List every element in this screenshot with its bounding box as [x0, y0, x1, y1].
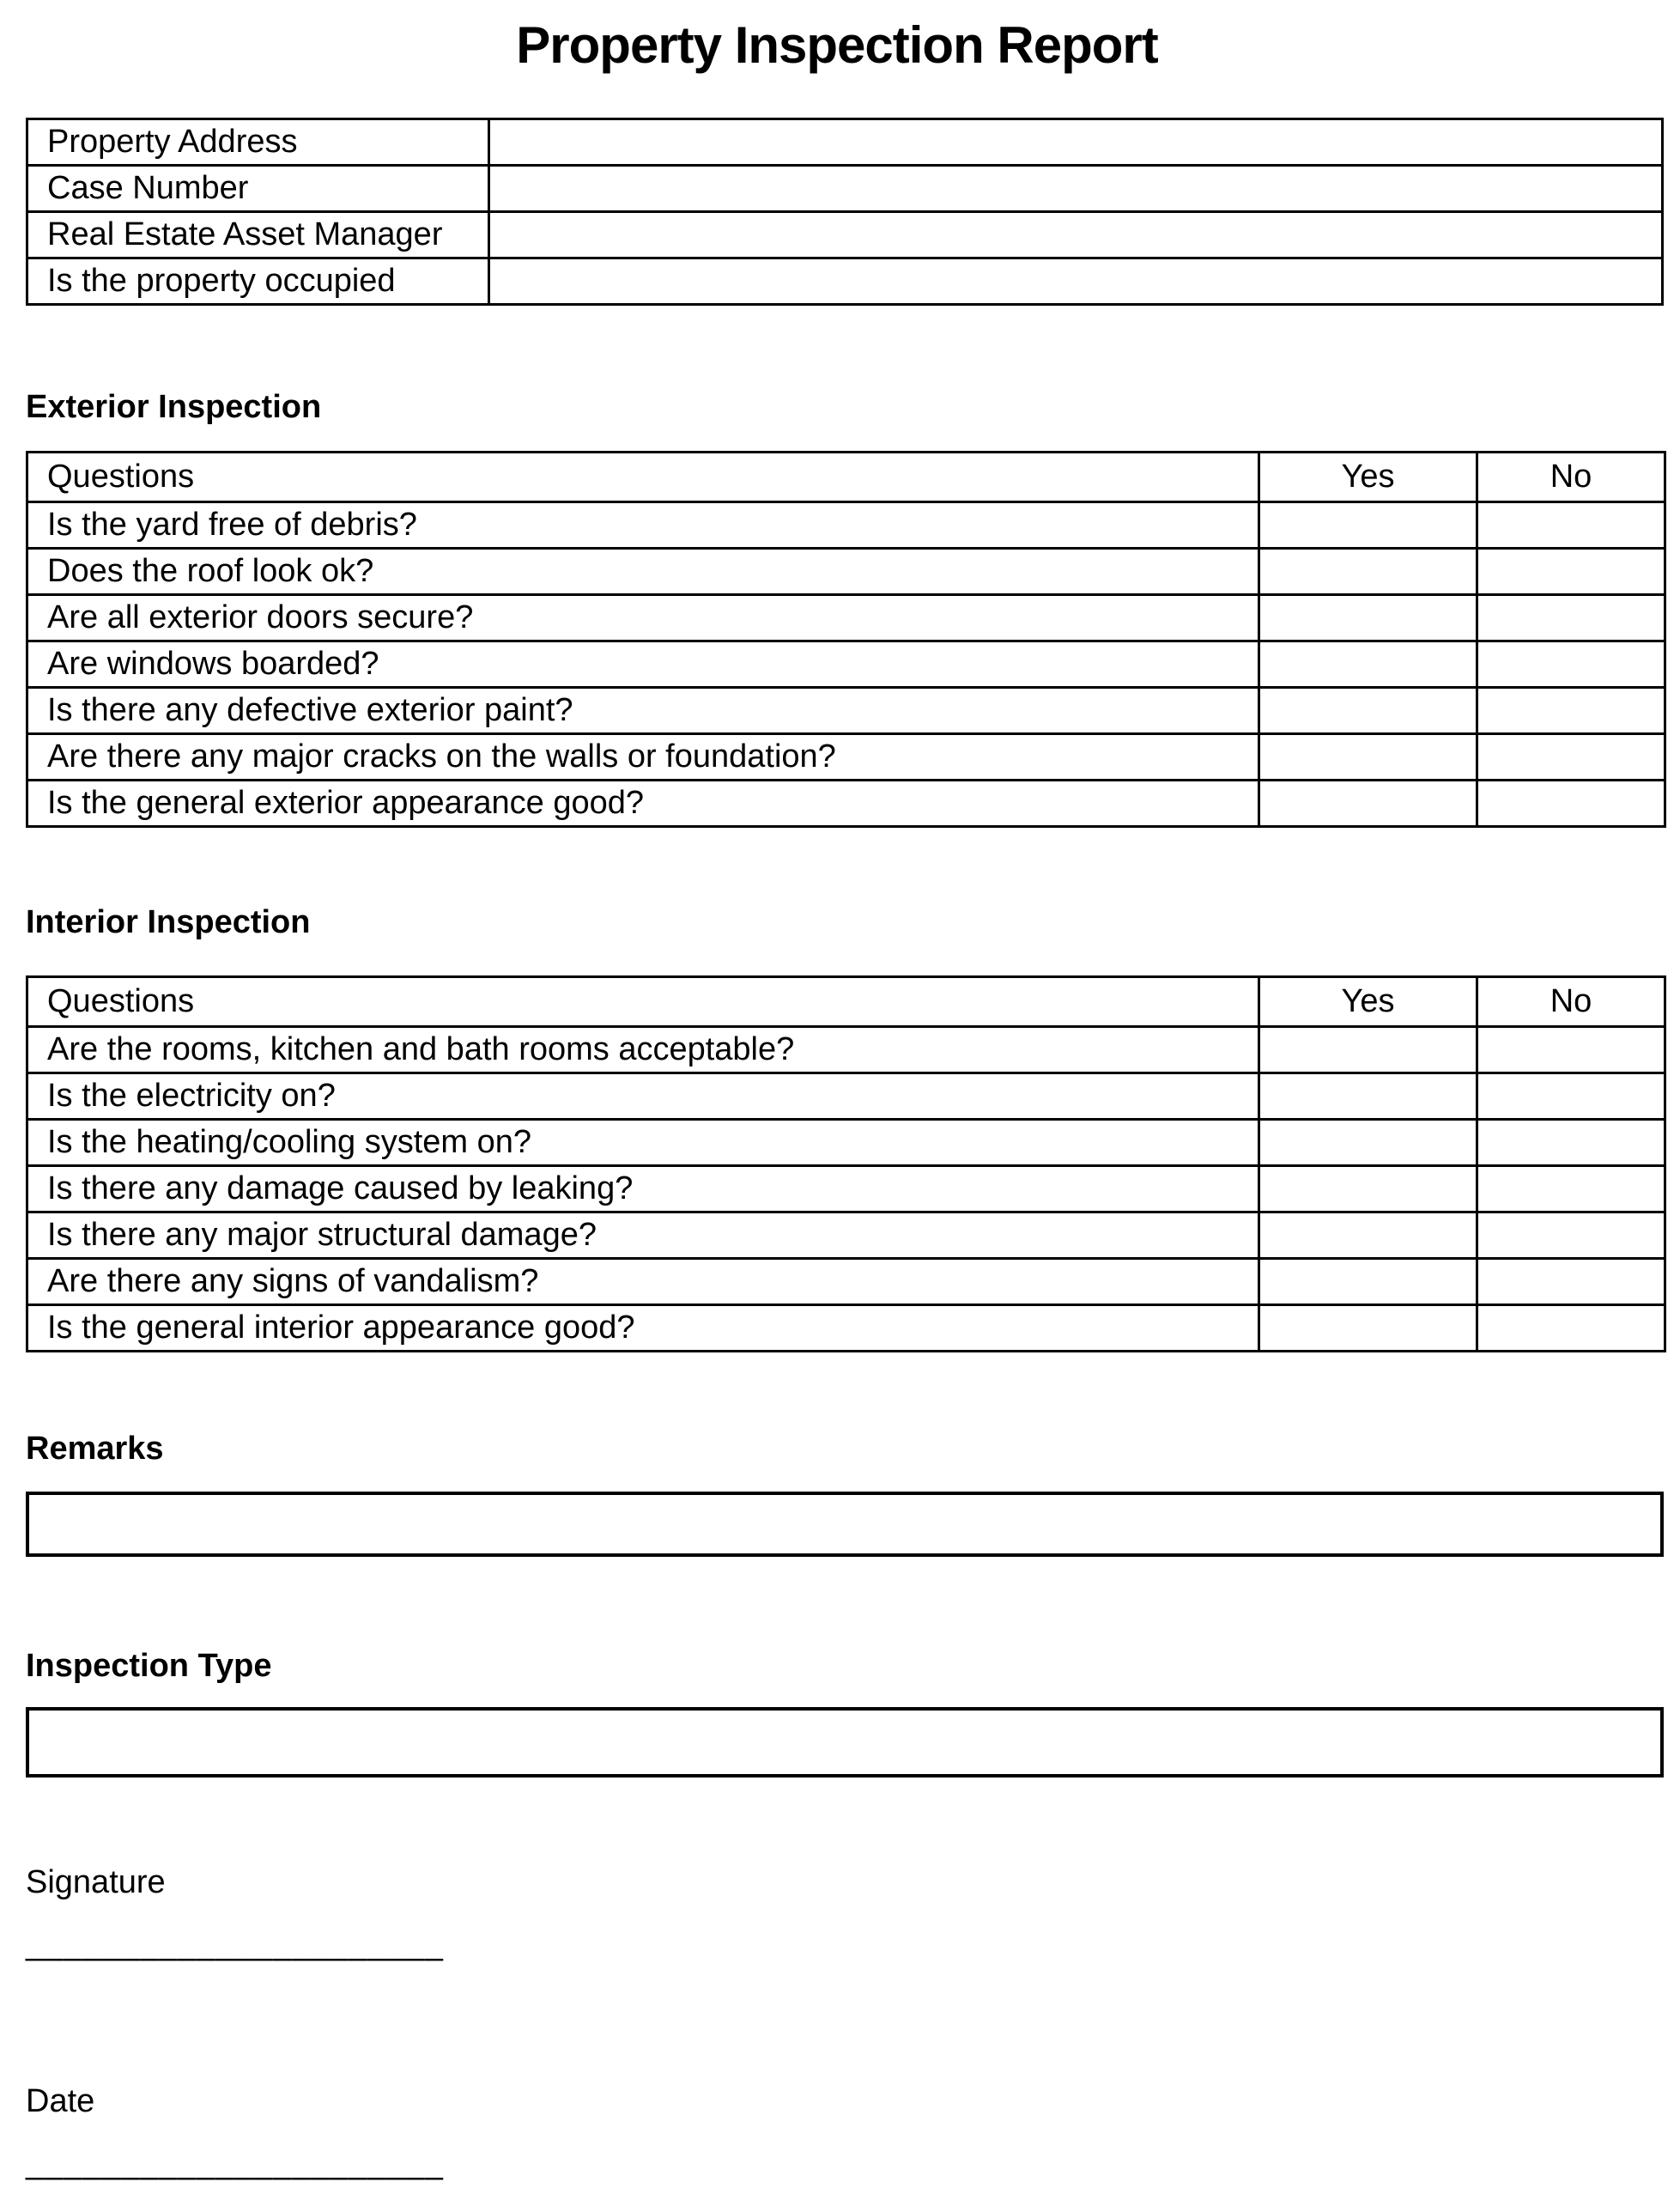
info-value-cell[interactable]	[489, 258, 1663, 305]
question-row	[27, 688, 1665, 734]
question-cell: Is the general exterior appearance good?	[27, 781, 1259, 827]
yes-column-header: Yes	[1259, 977, 1477, 1027]
yes-cell[interactable]	[1259, 502, 1477, 549]
question-row	[27, 734, 1665, 781]
info-label-cell: Case Number	[27, 166, 489, 212]
questions-column-header: Questions	[27, 453, 1259, 502]
yes-cell[interactable]	[1259, 688, 1477, 734]
date-label: Date	[26, 2083, 95, 2119]
no-cell[interactable]	[1477, 502, 1665, 549]
inspection-type-input-box[interactable]	[26, 1707, 1664, 1778]
yes-cell[interactable]	[1259, 1073, 1477, 1120]
no-cell[interactable]	[1477, 641, 1665, 688]
question-cell: Are there any signs of vandalism?	[27, 1259, 1259, 1305]
question-row	[27, 502, 1665, 549]
question-cell: Is the yard free of debris?	[27, 502, 1259, 549]
yes-cell[interactable]	[1259, 734, 1477, 781]
yes-cell[interactable]	[1259, 1305, 1477, 1352]
no-cell[interactable]	[1477, 549, 1665, 595]
yes-cell[interactable]	[1259, 641, 1477, 688]
info-label-cell: Is the property occupied	[27, 258, 489, 305]
qtable-header-row	[27, 977, 1665, 1027]
no-column-header: No	[1477, 977, 1665, 1027]
date-line[interactable]: ______________________	[26, 2145, 444, 2181]
question-cell: Is there any defective exterior paint?	[27, 688, 1259, 734]
no-cell[interactable]	[1477, 1259, 1665, 1305]
no-cell[interactable]	[1477, 734, 1665, 781]
question-row	[27, 549, 1665, 595]
question-row	[27, 1120, 1665, 1166]
question-cell: Is there any damage caused by leaking?	[27, 1166, 1259, 1212]
yes-cell[interactable]	[1259, 1120, 1477, 1166]
property-info-table	[26, 118, 1664, 306]
question-row	[27, 1073, 1665, 1120]
signature-label: Signature	[26, 1864, 166, 1900]
question-cell: Does the roof look ok?	[27, 549, 1259, 595]
question-row	[27, 595, 1665, 641]
questions-column-header: Questions	[27, 977, 1259, 1027]
yes-cell[interactable]	[1259, 549, 1477, 595]
exterior-inspection-heading: Exterior Inspection	[26, 389, 322, 425]
question-cell: Is there any major structural damage?	[27, 1212, 1259, 1259]
yes-cell[interactable]	[1259, 595, 1477, 641]
yes-column-header: Yes	[1259, 453, 1477, 502]
question-row	[27, 641, 1665, 688]
remarks-input-box[interactable]	[26, 1492, 1664, 1557]
info-label-cell: Real Estate Asset Manager	[27, 212, 489, 258]
no-cell[interactable]	[1477, 1212, 1665, 1259]
question-row	[27, 1027, 1665, 1073]
yes-cell[interactable]	[1259, 1166, 1477, 1212]
info-label-cell: Property Address	[27, 119, 489, 166]
info-value-cell[interactable]	[489, 212, 1663, 258]
question-cell: Is the heating/cooling system on?	[27, 1120, 1259, 1166]
no-cell[interactable]	[1477, 595, 1665, 641]
info-row	[27, 119, 1663, 166]
question-cell: Are the rooms, kitchen and bath rooms acceptable?	[27, 1027, 1259, 1073]
info-value-cell[interactable]	[489, 166, 1663, 212]
yes-cell[interactable]	[1259, 1027, 1477, 1073]
yes-cell[interactable]	[1259, 781, 1477, 827]
yes-cell[interactable]	[1259, 1259, 1477, 1305]
remarks-heading: Remarks	[26, 1431, 164, 1467]
no-cell[interactable]	[1477, 1073, 1665, 1120]
interior-inspection-heading: Interior Inspection	[26, 904, 311, 940]
qtable-header-row	[27, 453, 1665, 502]
info-row	[27, 166, 1663, 212]
no-cell[interactable]	[1477, 1120, 1665, 1166]
no-column-header: No	[1477, 453, 1665, 502]
info-value-cell[interactable]	[489, 119, 1663, 166]
signature-line[interactable]: ______________________	[26, 1926, 444, 1962]
question-row	[27, 1305, 1665, 1352]
page-title: Property Inspection Report	[516, 16, 1158, 74]
info-row	[27, 258, 1663, 305]
question-row	[27, 1259, 1665, 1305]
question-cell: Is the general interior appearance good?	[27, 1305, 1259, 1352]
question-row	[27, 781, 1665, 827]
inspection-type-heading: Inspection Type	[26, 1648, 272, 1684]
yes-cell[interactable]	[1259, 1212, 1477, 1259]
no-cell[interactable]	[1477, 1166, 1665, 1212]
interior-inspection-table	[26, 975, 1666, 1352]
question-cell: Are there any major cracks on the walls or foundation?	[27, 734, 1259, 781]
question-row	[27, 1166, 1665, 1212]
question-row	[27, 1212, 1665, 1259]
no-cell[interactable]	[1477, 1305, 1665, 1352]
no-cell[interactable]	[1477, 1027, 1665, 1073]
question-cell: Are windows boarded?	[27, 641, 1259, 688]
no-cell[interactable]	[1477, 781, 1665, 827]
exterior-inspection-table	[26, 451, 1666, 828]
question-cell: Are all exterior doors secure?	[27, 595, 1259, 641]
info-row	[27, 212, 1663, 258]
no-cell[interactable]	[1477, 688, 1665, 734]
question-cell: Is the electricity on?	[27, 1073, 1259, 1120]
